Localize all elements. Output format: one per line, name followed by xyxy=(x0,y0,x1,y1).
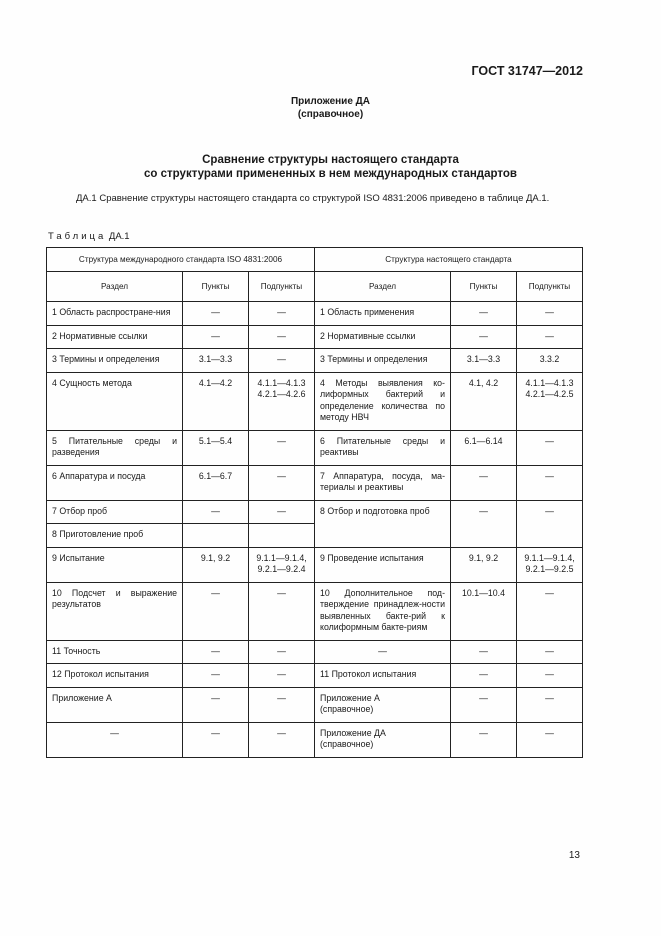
cell-right-sub: — xyxy=(517,582,583,640)
cell-right-points: 3.1—3.3 xyxy=(451,349,517,373)
table-caption xyxy=(48,231,130,242)
standard-code: ГОСТ 31747—2012 xyxy=(471,64,583,78)
cell-right-sub: — xyxy=(517,722,583,757)
appendix-subtitle: (справочное) xyxy=(297,109,364,120)
col-header: Пункты xyxy=(183,272,249,302)
table-row xyxy=(47,582,583,640)
col-header: Подпункты xyxy=(517,272,583,302)
cell-right-points: 10.1—10.4 xyxy=(451,582,517,640)
cell-left-points: — xyxy=(183,722,249,757)
table-row xyxy=(47,465,583,500)
cell-right-sub: — xyxy=(517,687,583,722)
cell-right-points: — xyxy=(451,500,517,547)
cell-right-section-line: Приложение А xyxy=(320,692,380,703)
cell-left-sub: — xyxy=(249,465,315,500)
cell-left-points: — xyxy=(183,582,249,640)
cell-right-section: — xyxy=(315,640,451,664)
title-line-2: со структурами примененных в нем международных стандартов xyxy=(144,168,517,180)
title-line-1: Сравнение структуры настоящего стандарта xyxy=(202,154,459,166)
cell-right-points: 6.1—6.14 xyxy=(451,430,517,465)
cell-left-sub-line: 9.2.1—9.2.4 xyxy=(257,564,306,574)
cell-right-sub: — xyxy=(517,664,583,688)
cell-right-section: 3 Термины и определения xyxy=(315,349,451,373)
appendix-title: Приложение ДА xyxy=(290,96,371,107)
cell-right-section: 8 Отбор и подготовка проб xyxy=(315,500,451,547)
table-row xyxy=(47,372,583,430)
cell-left-section: 5 Питательные среды и разведения xyxy=(47,430,183,465)
cell-left-sub-line: 4.1.1—4.1.3 xyxy=(257,377,306,388)
cell-left-section: 2 Нормативные ссылки xyxy=(47,325,183,349)
intro-paragraph: ДА.1 Сравнение структуры настоящего стандарта со структурой ISO 4831:2006 приведено в таблице ДА.1. xyxy=(76,193,550,204)
cell-left-points: 5.1—5.4 xyxy=(183,430,249,465)
cell-left-sub xyxy=(249,524,315,548)
table-row xyxy=(47,722,583,757)
cell-left-section: 8 Приготовление проб xyxy=(47,524,183,548)
cell-right-sub-line: 4.2.1—4.2.5 xyxy=(525,389,574,399)
cell-right-section xyxy=(315,722,451,757)
table-row xyxy=(47,664,583,688)
cell-right-points: 9.1, 9.2 xyxy=(451,547,517,582)
cell-right-points: — xyxy=(451,302,517,326)
cell-right-points: — xyxy=(451,465,517,500)
cell-left-sub: — xyxy=(249,349,315,373)
cell-right-sub-line: 9.1.1—9.1.4, xyxy=(524,552,575,563)
cell-left-section: Приложение А xyxy=(47,687,183,722)
table-caption-word: Таблица xyxy=(48,231,107,242)
cell-right-sub: 3.3.2 xyxy=(517,349,583,373)
cell-right-points: — xyxy=(451,664,517,688)
cell-right-sub: — xyxy=(517,640,583,664)
cell-left-points: 9.1, 9.2 xyxy=(183,547,249,582)
table-group-header-row xyxy=(47,248,583,272)
group-header-national: Структура настоящего стандарта xyxy=(315,248,583,272)
cell-left-section: 3 Термины и определения xyxy=(47,349,183,373)
cell-right-section-line: (справочное) xyxy=(320,704,374,714)
cell-right-sub xyxy=(517,372,583,430)
cell-left-points: — xyxy=(183,687,249,722)
page-number: 13 xyxy=(568,850,580,861)
cell-left-points: 6.1—6.7 xyxy=(183,465,249,500)
col-header: Раздел xyxy=(315,272,451,302)
cell-left-section: 6 Аппаратура и посуда xyxy=(47,465,183,500)
cell-right-section: 7 Аппаратура, посуда, ма-териалы и реактивы xyxy=(315,465,451,500)
cell-right-section: 6 Питательные среды и реактивы xyxy=(315,430,451,465)
cell-right-sub: — xyxy=(517,465,583,500)
cell-right-points: — xyxy=(451,640,517,664)
cell-left-section: 9 Испытание xyxy=(47,547,183,582)
cell-right-points: — xyxy=(451,722,517,757)
table-row xyxy=(47,640,583,664)
table-row xyxy=(47,325,583,349)
cell-left-sub: — xyxy=(249,722,315,757)
cell-left-points: — xyxy=(183,664,249,688)
cell-left-sub: — xyxy=(249,640,315,664)
cell-left-points: — xyxy=(183,640,249,664)
document-title xyxy=(0,153,661,181)
cell-left-sub xyxy=(249,547,315,582)
cell-right-section: 11 Протокол испытания xyxy=(315,664,451,688)
cell-right-section: 1 Область применения xyxy=(315,302,451,326)
cell-left-section: 1 Область распростране-ния xyxy=(47,302,183,326)
table-caption-id: ДА.1 xyxy=(108,231,130,242)
cell-right-section: 9 Проведение испытания xyxy=(315,547,451,582)
cell-right-sub xyxy=(517,547,583,582)
cell-left-sub: — xyxy=(249,500,315,524)
cell-left-sub: — xyxy=(249,582,315,640)
col-header: Подпункты xyxy=(249,272,315,302)
cell-left-section: 11 Точность xyxy=(47,640,183,664)
cell-right-section-line: (справочное) xyxy=(320,739,374,749)
cell-left-points: — xyxy=(183,302,249,326)
cell-right-section-line: Приложение ДА xyxy=(320,727,386,738)
cell-left-section: 7 Отбор проб xyxy=(47,500,183,524)
cell-left-sub-line: 9.1.1—9.1.4, xyxy=(256,552,307,563)
cell-left-section: 4 Сущность метода xyxy=(47,372,183,430)
cell-left-points: 4.1—4.2 xyxy=(183,372,249,430)
cell-right-points: — xyxy=(451,325,517,349)
cell-left-sub-line: 4.2.1—4.2.6 xyxy=(257,389,306,399)
cell-right-section: 10 Дополнительное под-тверждение принадлеж-ности выявленных бакте-рий к колиформным бакте-риям xyxy=(315,582,451,640)
cell-right-points: — xyxy=(451,687,517,722)
appendix-heading xyxy=(0,95,661,121)
table-row xyxy=(47,302,583,326)
cell-right-points: 4.1, 4.2 xyxy=(451,372,517,430)
cell-left-section: 12 Протокол испытания xyxy=(47,664,183,688)
cell-left-sub: — xyxy=(249,430,315,465)
cell-right-section: 2 Нормативные ссылки xyxy=(315,325,451,349)
table-row xyxy=(47,500,583,524)
table-row xyxy=(47,430,583,465)
col-header: Раздел xyxy=(47,272,183,302)
cell-right-sub: — xyxy=(517,500,583,547)
cell-left-points xyxy=(183,524,249,548)
cell-left-sub: — xyxy=(249,325,315,349)
cell-left-sub: — xyxy=(249,664,315,688)
col-header: Пункты xyxy=(451,272,517,302)
cell-right-sub: — xyxy=(517,430,583,465)
group-header-international: Структура международного стандарта ISO 4831:2006 xyxy=(47,248,315,272)
table-row xyxy=(47,687,583,722)
cell-left-points: — xyxy=(183,325,249,349)
table-row xyxy=(47,349,583,373)
cell-left-section: — xyxy=(47,722,183,757)
table-column-header-row xyxy=(47,272,583,302)
cell-right-sub-line: 4.1.1—4.1.3 xyxy=(525,377,574,388)
cell-left-points: — xyxy=(183,500,249,524)
comparison-table xyxy=(46,247,583,758)
cell-right-section xyxy=(315,687,451,722)
cell-left-sub xyxy=(249,372,315,430)
cell-left-sub: — xyxy=(249,302,315,326)
cell-right-sub: — xyxy=(517,302,583,326)
cell-right-sub-line: 9.2.1—9.2.5 xyxy=(525,564,574,574)
cell-right-section: 4 Методы выявления ко-лиформных бактерий и определение количества по методу НВЧ xyxy=(315,372,451,430)
cell-left-points: 3.1—3.3 xyxy=(183,349,249,373)
cell-right-sub: — xyxy=(517,325,583,349)
table-row xyxy=(47,547,583,582)
cell-left-sub: — xyxy=(249,687,315,722)
cell-left-section: 10 Подсчет и выражение результатов xyxy=(47,582,183,640)
